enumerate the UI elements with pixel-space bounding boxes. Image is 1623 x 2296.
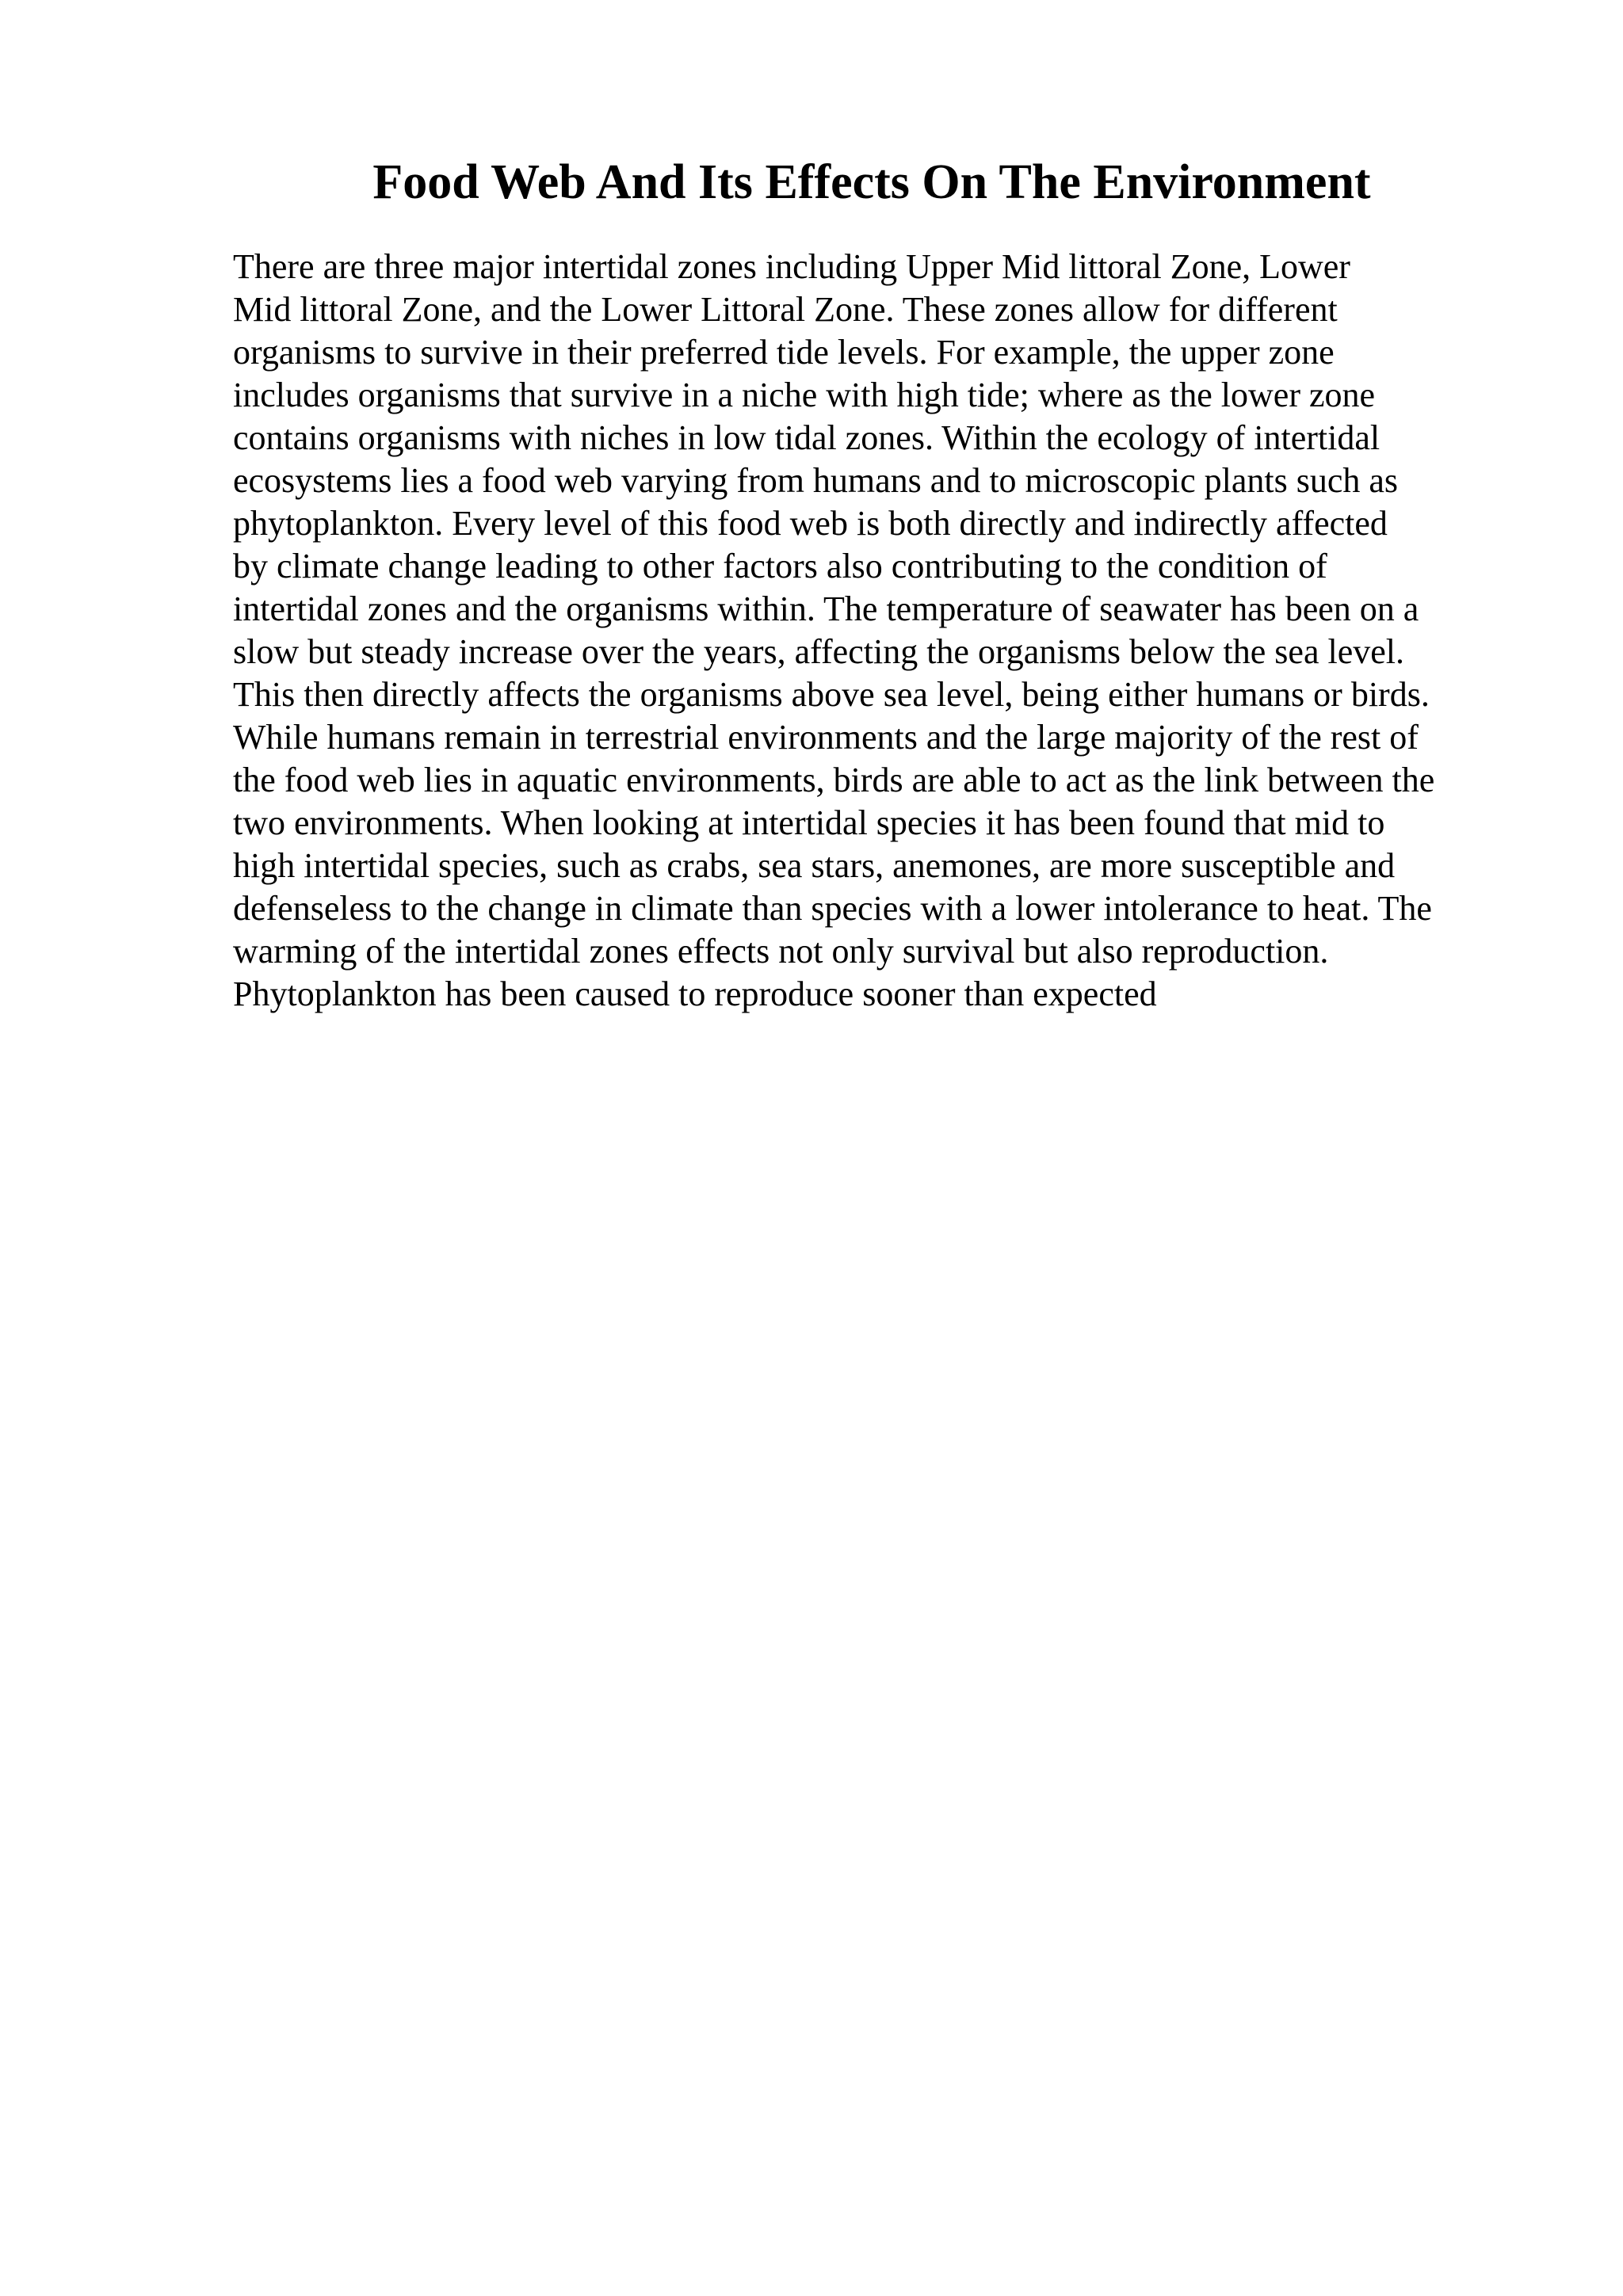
- paragraph-line: ecosystems lies a food web varying from humans and to microscopic plants such as: [233, 461, 1399, 500]
- paragraph-line: Phytoplankton has been caused to reproduce sooner than expected: [233, 974, 1157, 1013]
- paragraph-line: While humans remain in terrestrial environments and the large majority of the rest of: [233, 718, 1419, 757]
- paragraph-line: two environments. When looking at intertidal species it has been found that mid to: [233, 803, 1385, 842]
- paragraph-line: contains organisms with niches in low tidal zones. Within the ecology of intertidal: [233, 418, 1381, 457]
- paragraph-line: intertidal zones and the organisms within. The temperature of seawater has been on a: [233, 589, 1419, 628]
- paragraph-line: by climate change leading to other factors also contributing to the condition of: [233, 547, 1327, 585]
- paragraph-line: high intertidal species, such as crabs, sea stars, anemones, are more susceptible and: [233, 846, 1396, 885]
- paragraph-line: includes organisms that survive in a niche with high tide; where as the lower zone: [233, 376, 1376, 414]
- paragraph-line: warming of the intertidal zones effects not only survival but also reproduction.: [233, 932, 1329, 971]
- paragraph-line: the food web lies in aquatic environments, birds are able to act as the link between the: [233, 761, 1435, 799]
- paragraph-line: phytoplankton. Every level of this food web is both directly and indirectly affected: [233, 504, 1388, 543]
- paragraph-line: organisms to survive in their preferred tide levels. For example, the upper zone: [233, 333, 1335, 372]
- paragraph-line: Mid littoral Zone, and the Lower Littoral Zone. These zones allow for different: [233, 290, 1338, 329]
- paragraph-line: slow but steady increase over the years, affecting the organisms below the sea level.: [233, 632, 1404, 671]
- paragraph-line: There are three major intertidal zones including Upper Mid littoral Zone, Lower: [233, 247, 1350, 286]
- document-title: Food Web And Its Effects On The Environment: [372, 155, 1371, 209]
- paragraph-line: defenseless to the change in climate than species with a lower intolerance to heat. The: [233, 889, 1432, 928]
- paragraph-line: This then directly affects the organisms above sea level, being either humans or birds.: [233, 675, 1430, 714]
- body-paragraph: [233, 246, 1533, 1016]
